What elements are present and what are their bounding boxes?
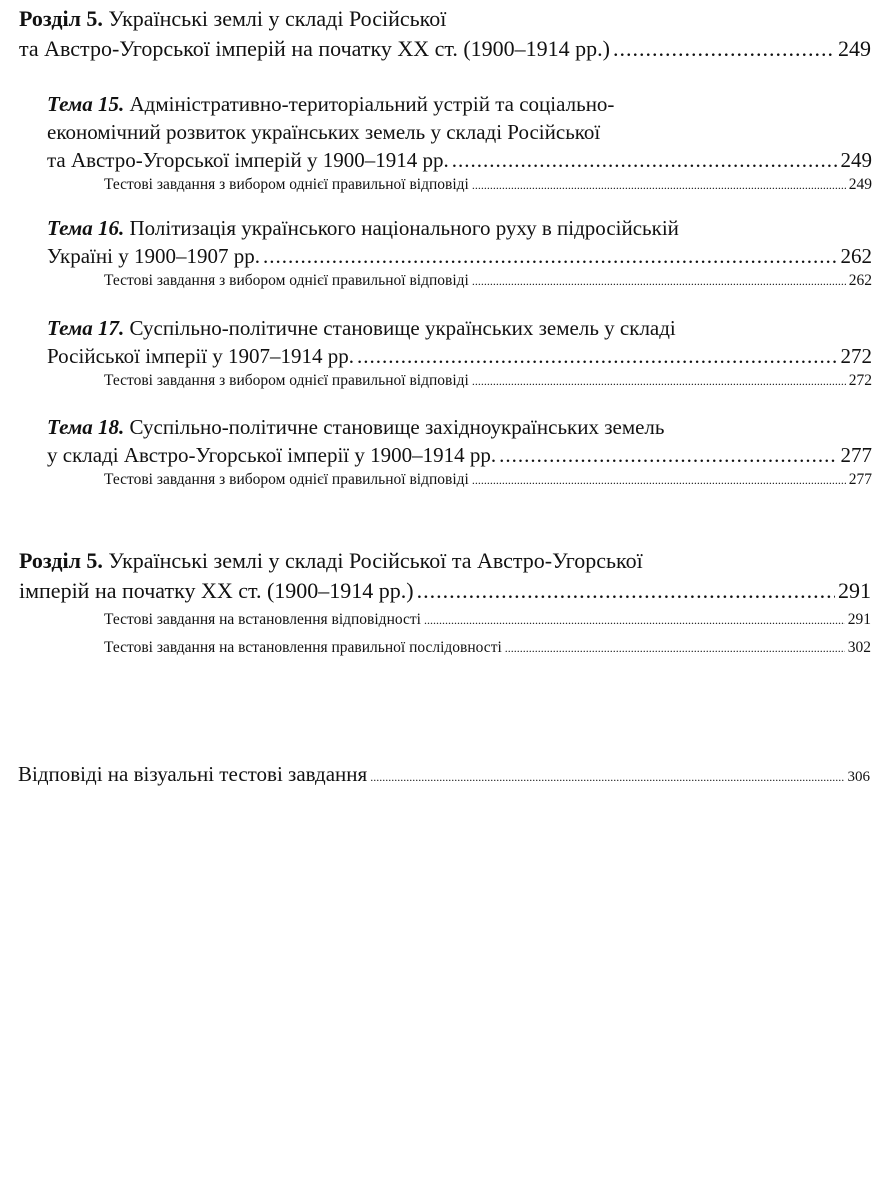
topic-title-part: у складі Австро-Угорської імперії у 1900–1914 рр.	[47, 443, 497, 467]
dot-leader	[263, 244, 838, 269]
section-title-part: та Австро-Угорської імперій на початку XX ст. (1900–1914 рр.)	[19, 36, 610, 61]
topic-title-line	[47, 316, 872, 341]
toc-subentry	[104, 471, 872, 489]
answers-title: Відповіді на візуальні тестові завдання	[18, 762, 368, 786]
subentry-title: Тестові завдання на встановлення відповідності	[104, 611, 421, 628]
page-number: 272	[840, 344, 872, 368]
page-number: 291	[838, 578, 871, 603]
topic-title-line	[47, 216, 872, 241]
subentry-title: Тестові завдання на встановлення правильної послідовності	[104, 639, 502, 656]
page-number: 262	[848, 272, 872, 289]
topic-title-line	[47, 443, 872, 468]
page-number: 291	[847, 611, 871, 628]
toc-subentry	[104, 372, 872, 390]
topic-label: Тема 15.	[47, 92, 125, 116]
topic-title-line	[47, 415, 872, 440]
toc-section-2-title-line-1	[19, 548, 871, 574]
topic-title-part: та Австро-Угорської імперій у 1900–1914 рр.	[47, 148, 449, 172]
topic-title-line	[47, 344, 872, 369]
topic-title-line	[47, 120, 872, 145]
page-number: 262	[840, 244, 872, 268]
page-number: 249	[838, 36, 871, 61]
page-number: 277	[840, 443, 872, 467]
toc-subentry	[104, 639, 871, 657]
page-number: 249	[848, 176, 872, 193]
answers-line	[18, 762, 870, 787]
dot-leader	[472, 178, 846, 193]
dot-leader	[357, 344, 837, 369]
subentry-title: Тестові завдання з вибором однієї правильної відповіді	[104, 272, 469, 289]
topic-title-part: Україні у 1900–1907 рр.	[47, 244, 260, 268]
section-title-part: Українські землі у складі Російської та Австро-Угорської	[102, 548, 643, 573]
dot-leader	[499, 443, 837, 468]
topic-title-part: Адміністративно-територіальний устрій та соціально-	[124, 92, 615, 116]
dot-leader	[424, 613, 845, 628]
page-number: 306	[847, 769, 870, 785]
subentry-title: Тестові завдання з вибором однієї правильної відповіді	[104, 471, 469, 488]
dot-leader	[452, 148, 838, 173]
topic-title-line	[47, 148, 872, 173]
subentry-title: Тестові завдання з вибором однієї правильної відповіді	[104, 372, 469, 389]
topic-title-part: економічний розвиток українських земель у складі Російської	[47, 120, 601, 144]
toc-section-1-title-line-1	[19, 6, 871, 32]
topic-title-part: Політизація українського національного руху в підросійській	[124, 216, 679, 240]
topic-label: Тема 17.	[47, 316, 125, 340]
topic-title-line	[47, 244, 872, 269]
dot-leader	[417, 578, 835, 604]
topic-title-part: Російської імперії у 1907–1914 рр.	[47, 344, 355, 368]
section-label: Розділ 5.	[19, 548, 103, 573]
topic-title-part: Суспільно-політичне становище західноукраїнських земель	[124, 415, 665, 439]
dot-leader	[472, 374, 846, 389]
page-number: 272	[848, 372, 872, 389]
dot-leader	[505, 641, 845, 656]
topic-label: Тема 16.	[47, 216, 125, 240]
dot-leader	[613, 36, 835, 62]
topic-title-line	[47, 92, 872, 117]
subentry-title: Тестові завдання з вибором однієї правильної відповіді	[104, 176, 469, 193]
toc-section-2-title-line-2	[19, 578, 871, 604]
page-number: 249	[840, 148, 872, 172]
topic-title-part: Суспільно-політичне становище українських земель у складі	[124, 316, 676, 340]
toc-subentry	[104, 176, 872, 194]
section-label: Розділ 5.	[19, 6, 103, 31]
page-number: 302	[847, 639, 871, 656]
toc-subentry	[104, 272, 872, 290]
section-title-part: Українські землі у складі Російської	[102, 6, 447, 31]
topic-label: Тема 18.	[47, 415, 125, 439]
dot-leader	[472, 473, 846, 488]
section-title-part: імперій на початку XX ст. (1900–1914 рр.)	[19, 578, 414, 603]
dot-leader	[370, 770, 844, 785]
toc-section-1-title-line-2	[19, 36, 871, 62]
page-number: 277	[848, 471, 872, 488]
toc-subentry	[104, 611, 871, 629]
dot-leader	[472, 274, 846, 289]
